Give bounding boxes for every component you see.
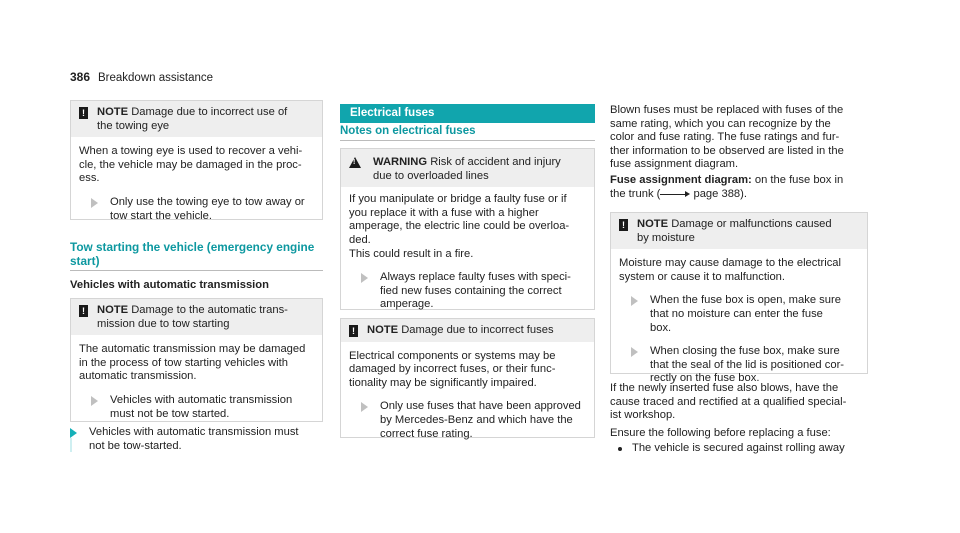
note-box-automatic: ! NOTE Damage to the automatic trans- mission due to tow starting The automatic transmission may be damaged in the process of tow starting vehicles with automatic transmission. Vehicles with automatic transmission must not be tow started.	[70, 298, 323, 422]
note-body: When a towing eye is used to recover a vehi- cle, the vehicle may be damaged in the proc- ess. Only use the towing eye to tow away or tow start the vehicle.	[71, 137, 322, 223]
fuse-paragraph: Blown fuses must be replaced with fuses of the same rating, which you can recognize by the color and fuse rating. The fuse ratings and fur- ther information to be observed are listed in the fuse assignment diagram. Fuse assignment diagram: on the fuse box in the trunk ( page 388).	[610, 104, 844, 200]
instruction-step: Always replace faulty fuses with speci- fied new fuses containing the correct amperage.	[361, 271, 586, 312]
instruction-step: Only use the towing eye to tow away or tow start the vehicle.	[91, 196, 314, 223]
exclamation-icon: !	[79, 305, 88, 317]
note-body: Moisture may cause damage to the electrical system or cause it to malfunction. When the fuse box is open, make sure that no moisture can enter the fuse box. When closing the fuse box, make sure that the seal of the lid is positioned cor- rectly on the fuse box.	[611, 249, 867, 386]
subheading-automatic: Vehicles with automatic transmission	[70, 279, 269, 291]
heading-rule	[340, 140, 595, 141]
exclamation-icon: !	[79, 107, 88, 119]
section-heading-tow-start: Tow starting the vehicle (emergency engine start)	[70, 240, 315, 268]
step-arrow-icon	[361, 273, 368, 283]
exclamation-icon: !	[619, 219, 628, 231]
bullet-item: The vehicle is secured against rolling away	[618, 442, 870, 456]
step-arrow-icon	[631, 296, 638, 306]
step-arrow-icon	[70, 428, 77, 438]
page-reference-arrow-icon	[660, 190, 690, 198]
step-arrow-icon	[91, 198, 98, 208]
page-reference-link[interactable]: page 388).	[693, 187, 747, 200]
warning-icon: !	[349, 157, 361, 168]
instruction-step: Only use fuses that have been approved by Mercedes-Benz and which have the correct fuse rating.	[361, 400, 586, 441]
note-box-moisture: ! NOTE Damage or malfunctions caused by moisture Moisture may cause damage to the electrical system or cause it to malfunction. When the fuse box is open, make sure that no moisture can enter the fuse box. When closing the fuse box, make sure that the seal of the lid is positioned cor- rectly on the fuse box.	[610, 212, 868, 374]
instruction-step: Vehicles with automatic transmission must not be tow started.	[91, 394, 314, 421]
step-arrow-icon	[91, 396, 98, 406]
warning-box: ! WARNING Risk of accident and injury due to overloaded lines If you manipulate or bridge a faulty fuse or if you replace it with a fuse with a higher amperage, the electric line could be overloa- ded. This could result in a fire. Always replace faulty fuses with speci- fied new fuses containing the correct amperage.	[340, 148, 595, 310]
step-bar	[70, 438, 72, 452]
step-arrow-icon	[631, 347, 638, 357]
heading-rule	[70, 270, 323, 271]
running-header: Breakdown assistance	[98, 72, 214, 84]
page-number: 386	[70, 70, 91, 84]
instruction-step: When closing the fuse box, make sure that the seal of the lid is positioned cor- rectly on the fuse box.	[631, 345, 859, 386]
step-arrow-icon	[361, 402, 368, 412]
bullet-icon	[618, 447, 622, 451]
section-title-bar: Electrical fuses	[340, 104, 595, 123]
instruction-step: When the fuse box is open, make sure that no moisture can enter the fuse box.	[631, 294, 859, 335]
subheading-notes-fuses: Notes on electrical fuses	[340, 125, 476, 137]
note-box-fuses: ! NOTE Damage due to incorrect fuses Electrical components or systems may be damaged by incorrect fuses, or their func- tionality may be significantly impaired. Only use fuses that have been approved by Mercedes-Benz and which have the correct fuse rating.	[340, 318, 595, 438]
note-body: The automatic transmission may be damaged in the process of tow starting vehicles with automatic transmission. Vehicles with automatic transmission must not be tow started.	[71, 335, 322, 421]
instruction-step: Vehicles with automatic transmission must not be tow-started.	[70, 426, 299, 453]
note-box-towing-eye: ! NOTE Damage due to incorrect use of the towing eye When a towing eye is used to recover a vehi- cle, the vehicle may be damaged in the proc- ess. Only use the towing eye to tow away or tow start the vehicle.	[70, 100, 323, 220]
exclamation-icon: !	[349, 325, 358, 337]
note-body: Electrical components or systems may be damaged by incorrect fuses, or their func- tionality may be significantly impaired. Only use fuses that have been approved by Mercedes-Benz and which have the correct fuse rating.	[341, 342, 594, 442]
warning-body: If you manipulate or bridge a faulty fuse or if you replace it with a fuse with a higher amperage, the electric line could be overloa- ded. This could result in a fire. Always replace faulty fuses with speci- fied new fuses containing the correct amperage.	[341, 187, 594, 312]
repeat-blow-paragraph: If the newly inserted fuse also blows, have the cause traced and rectified at a qualified special- ist workshop. Ensure the following before replacing a fuse: The vehicle is secured against rolling away	[610, 382, 870, 456]
